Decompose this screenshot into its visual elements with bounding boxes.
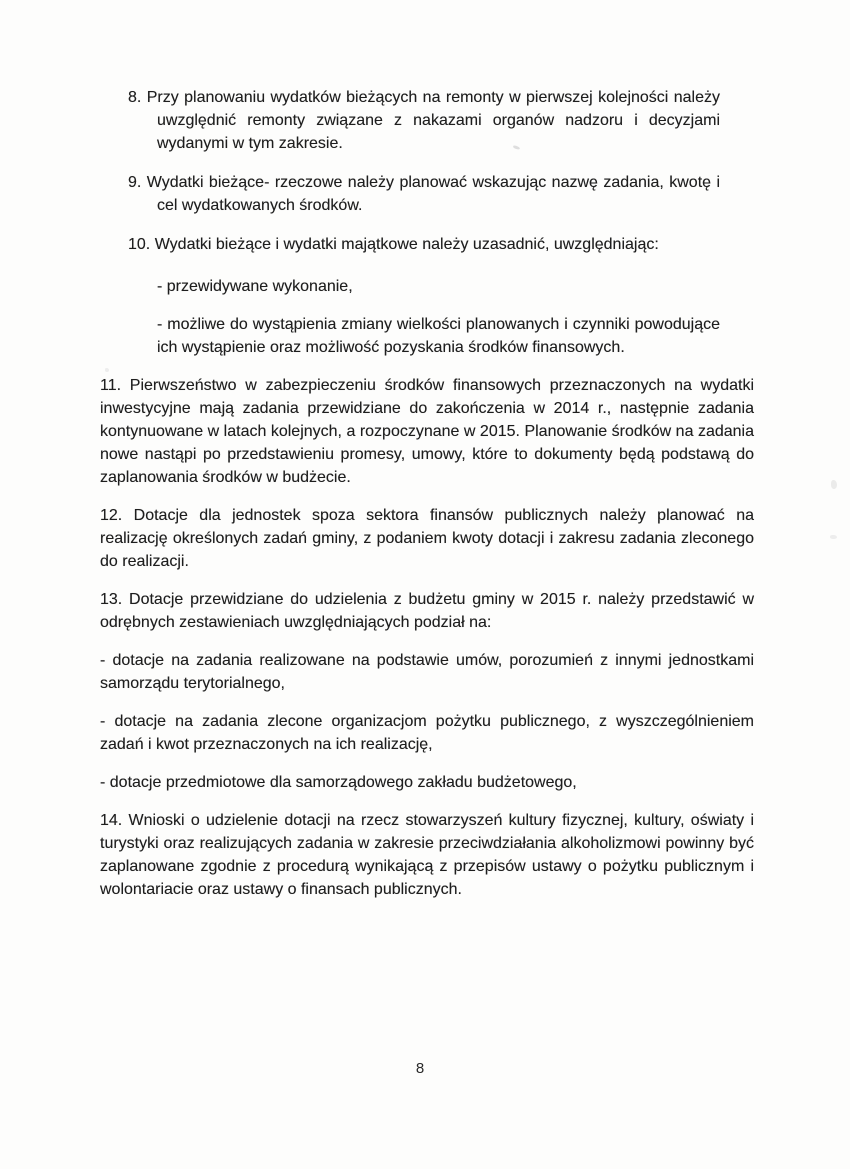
item-text: Przy planowaniu wydatków bieżących na remonty w pierwszej kolejności należy uwzględnić remonty związane z nakazami organów nadzoru i decyzjami wydanymi w tym zakresie. — [146, 89, 721, 152]
paragraph-11: 11. Pierwszeństwo w zabezpieczeniu środków finansowych przeznaczonych na wydatki inwestycyjne mają zadania przewidziane do zakończenia w 2014 r., następnie zadania kontynuowane w latach kolejnych, a rozpoczynane w 2015. Planowanie środków na zadania nowe nastąpi po przedstawieniu promesy, umowy, które to dokumenty będą podstawą do zaplanowania środków w budżecie. — [100, 377, 754, 486]
item-text: Wydatki bieżące- rzeczowe należy planować wskazując nazwę zadania, kwotę i cel wydatkowanych środków. — [146, 174, 720, 214]
scan-artifact — [830, 535, 837, 539]
dash-item: - dotacje przedmiotowe dla samorządowego zakładu budżetowego, — [100, 774, 577, 791]
paragraph-13: 13. Dotacje przewidziane do udzielenia z budżetu gminy w 2015 r. należy przedstawić w odrębnych zestawieniach uwzględniających podział na: — [100, 591, 754, 631]
paragraph-12: 12. Dotacje dla jednostek spoza sektora finansów publicznych należy planować na realizację określonych zadań gminy, z podaniem kwoty dotacji i zakresu zadania zleconego do realizacji. — [100, 507, 754, 570]
page-number: 8 — [415, 1060, 425, 1077]
numbered-item-8 — [128, 86, 720, 155]
numbered-item-9 — [128, 171, 720, 217]
dash-item: - dotacje na zadania realizowane na podstawie umów, porozumień z innymi jednostkami samorządu terytorialnego, — [100, 652, 754, 692]
dash-sub-item: - przewidywane wykonanie, — [157, 278, 353, 295]
dash-item: - dotacje na zadania zlecone organizacjom pożytku publicznego, z wyszczególnieniem zadań i kwot przeznaczonych na ich realizację, — [100, 713, 754, 753]
item-number: 10. — [128, 236, 151, 253]
item-number: 9. — [128, 174, 142, 191]
scan-artifact — [105, 368, 109, 372]
document-body — [0, 86, 850, 916]
item-text: Wydatki bieżące i wydatki majątkowe należy uzasadnić, uwzględniając: — [154, 236, 659, 253]
scan-artifact — [831, 480, 837, 489]
item-number: 8. — [128, 89, 142, 106]
paragraph-14: 14. Wnioski o udzielenie dotacji na rzecz stowarzyszeń kultury fizycznej, kultury, oświaty i turystyki oraz realizujących zadania w zakresie przeciwdziałania alkoholizmowi powinny być zaplanowane zgodnie z procedurą wynikającą z przepisów ustawy o pożytku publicznym i wolontariacie oraz ustawy o finansach publicznych. — [100, 812, 754, 898]
numbered-item-10 — [128, 233, 720, 256]
dash-sub-item: - możliwe do wystąpienia zmiany wielkości planowanych i czynniki powodujące ich wystąpienie oraz możliwość pozyskania środków finansowych. — [157, 316, 720, 356]
